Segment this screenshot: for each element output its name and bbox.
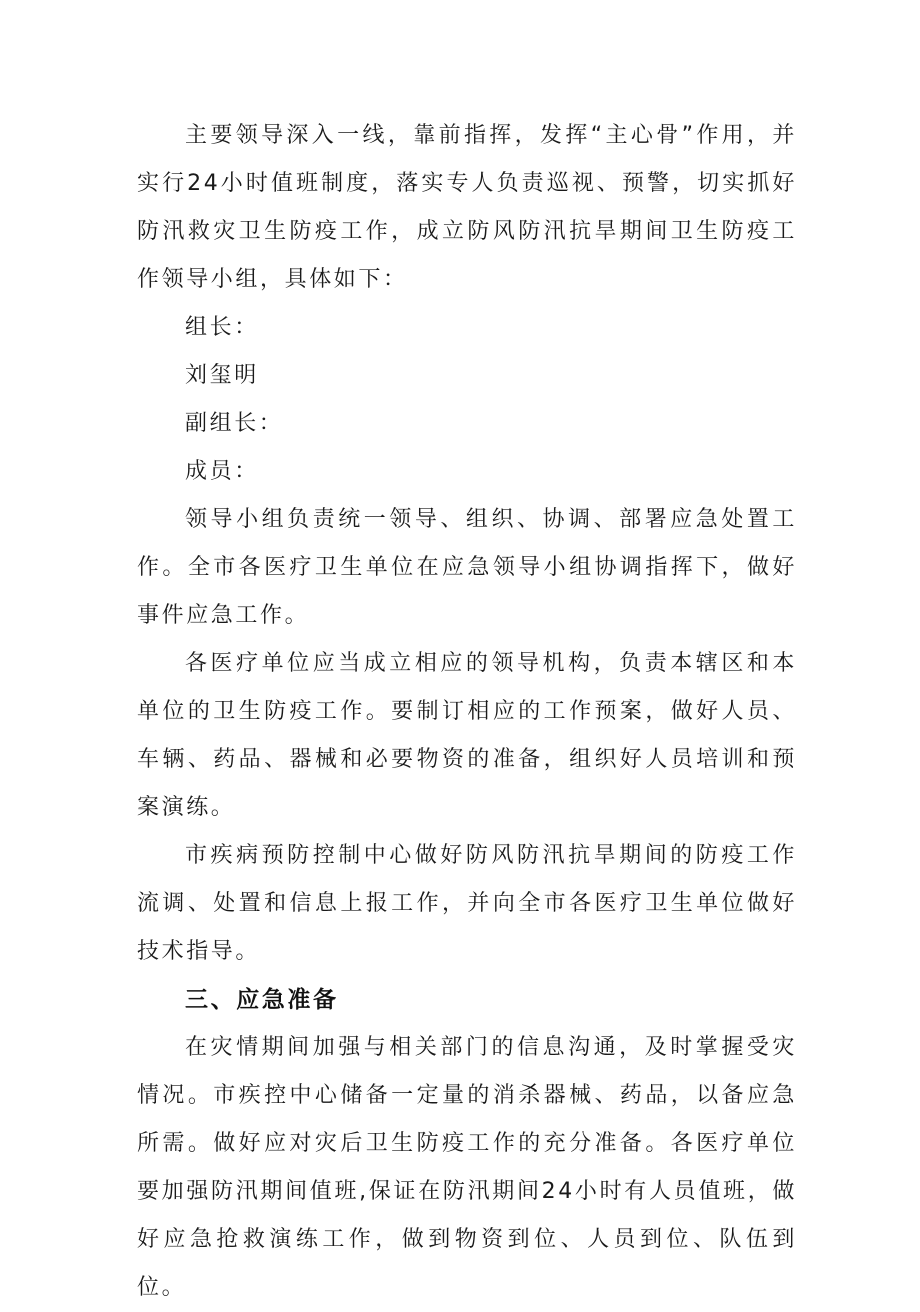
paragraph-emergency-preparation: 在灾情期间加强与相关部门的信息沟通，及时掌握受灾情况。市疾控中心储备一定量的消杀器械、药品，以备应急所需。做好应对灾后卫生防疫工作的充分准备。各医疗单位要加强防汛期间值班,保证在防汛期间24小时有人员值班，做好应急抢救演练工作，做到物资到位、人员到位、队伍到位。 [137, 1035, 797, 1300]
paragraph-group-leader-name: 刘玺明 [185, 363, 259, 388]
paragraph-members-label: 成员： [185, 459, 259, 484]
paragraph-medical-units: 各医疗单位应当成立相应的领导机构，负责本辖区和本单位的卫生防疫工作。要制订相应的工作预案，做好人员、车辆、药品、器械和必要物资的准备，组织好人员培训和预案演练。 [137, 651, 797, 820]
paragraph-group-responsibility: 领导小组负责统一领导、组织、协调、部署应急处置工作。全市各医疗卫生单位在应急领导小组协调指挥下，做好事件应急工作。 [137, 507, 797, 628]
paragraph-group-leader-label: 组长： [185, 315, 259, 340]
paragraph-leadership-duty: 主要领导深入一线，靠前指挥，发挥“主心骨”作用，并实行24小时值班制度，落实专人负责巡视、预警，切实抓好防汛救灾卫生防疫工作，成立防风防汛抗旱期间卫生防疫工作领导小组，具体如下： [137, 123, 797, 292]
document-body [137, 112, 797, 1312]
section-heading-emergency-preparation: 三、应急准备 [185, 987, 339, 1013]
paragraph-cdc-duty: 市疾病预防控制中心做好防风防汛抗旱期间的防疫工作流调、处置和信息上报工作，并向全市各医疗卫生单位做好技术指导。 [137, 843, 797, 964]
paragraph-deputy-leader-label: 副组长： [185, 411, 284, 436]
